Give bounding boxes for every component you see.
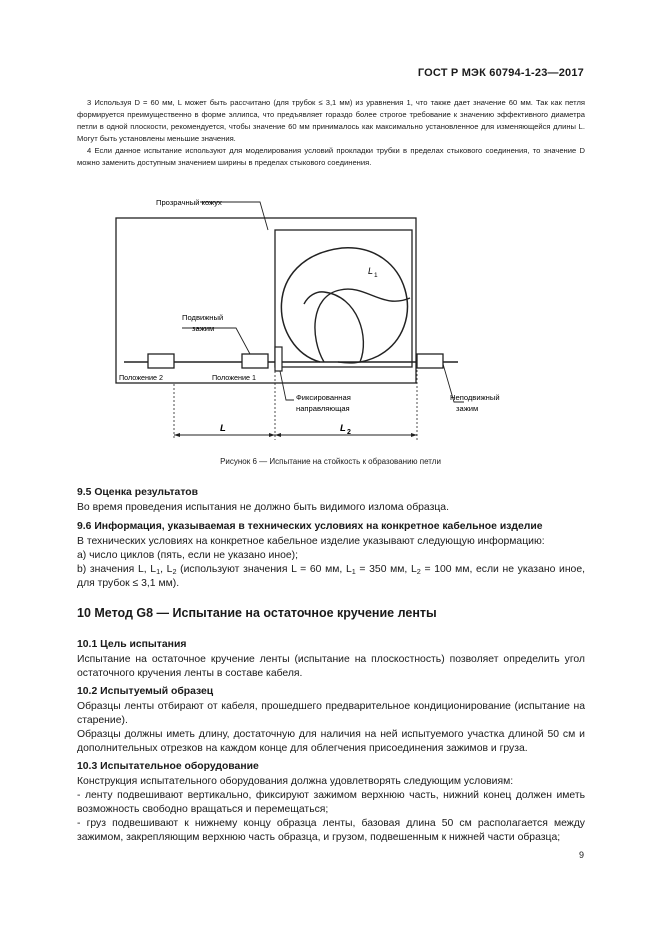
text-10-2-b: Образцы должны иметь длину, достаточную для наличия на ней испытуемого участка длиной 50 см и дополнительных отрезков на каждом конце для облегчения присоединения зажимов и груза. (77, 729, 585, 754)
figure-6 (110, 188, 540, 443)
heading-10-1: 10.1 Цель испытания (77, 639, 187, 650)
label-L1: L (368, 266, 374, 276)
text-9-6-item-a: а) число циклов (пять, если не указано иное); (77, 550, 298, 561)
heading-10-2: 10.2 Испытуемый образец (77, 686, 214, 697)
loop-test-diagram (110, 188, 540, 443)
note-3: 3 Используя D = 60 мм, L может быть рассчитано (для трубок ≤ 3,1 мм) из уравнения 1, что также дает значение 60 мм. Так как петля формируется преимущественно в форме эллипса, что предъявляет гораздо более строгое требование к значению эффективного диаметра петли в одной плоскости, рекомендуется, чтобы значение 60 мм принималось как максимально установленное для изменяющейся длины L. Могут быть установлены меньшие значения. (77, 98, 585, 143)
note-4: 4 Если данное испытание используют для моделирования условий прокладки трубки в пределах стыкового соединения, то значение D можно заменить доступным значением ширины в пределах стыкового соединения. (77, 146, 585, 167)
label-movable-clamp-1: Подвижный (182, 313, 224, 322)
label-fixed-guide-2: направляющая (296, 404, 350, 413)
label-position-2: Положение 2 (119, 373, 163, 382)
section-9-6 (77, 520, 585, 591)
notes-block (77, 97, 585, 169)
section-10-2 (77, 685, 585, 756)
page-number: 9 (578, 850, 584, 860)
label-transparent-sheath: Прозрачный кожух (156, 198, 222, 207)
text-10-3-intro: Конструкция испытательного оборудования должна удовлетворять следующим условиям: (77, 776, 514, 787)
loop-outer (281, 248, 407, 363)
figure-caption: Рисунок 6 — Испытание на стойкость к образованию петли (220, 457, 441, 466)
section-10-3 (77, 760, 585, 845)
label-movable-clamp-2: зажим (192, 324, 215, 333)
text-10-1: Испытание на остаточное кручение ленты (испытание на плоскостность) позволяет определить угол остаточного кручения ленты в составе кабеля. (77, 654, 585, 679)
position-2-clamp (148, 354, 174, 368)
text-10-2-a: Образцы ленты отбирают от кабеля, прошедшего предварительное кондиционирование (испытание на старение). (77, 701, 585, 726)
label-fixed-clamp-2: зажим (456, 404, 479, 413)
label-fixed-guide-1: Фиксированная (296, 393, 351, 402)
heading-9-6: 9.6 Информация, указываемая в технических условиях на конкретное кабельное изделие (77, 521, 543, 532)
label-L: L (220, 423, 226, 434)
heading-10: 10 Метод G8 — Испытание на остаточное кручение ленты (77, 606, 437, 620)
label-position-1: Положение 1 (212, 373, 256, 382)
fixed-guide (275, 347, 282, 371)
movable-clamp (242, 354, 268, 368)
document-header: ГОСТ Р МЭК 60794-1-23—2017 (417, 67, 584, 79)
label-L2: L (340, 423, 346, 434)
section-10-1 (77, 638, 585, 681)
loop-inner-2 (304, 292, 363, 362)
fixed-clamp (417, 354, 443, 368)
heading-9-5: 9.5 Оценка результатов (77, 487, 199, 498)
text-9-5: Во время проведения испытания не должно быть видимого излома образца. (77, 502, 449, 513)
section-9-5 (77, 486, 585, 515)
label-L1-sub: 1 (374, 272, 378, 279)
text-9-6-intro: В технических условиях на конкретное кабельное изделие указывают следующую информацию: (77, 536, 545, 547)
label-L2-sub: 2 (347, 429, 351, 436)
text-9-6-item-b: b) значения L, $L_1$, $L_2$ (используют значения L = 60 мм, $L_1 = 350$ мм, $L_2 = 100$ мм, если не указано иное, для трубок ≤ 3,1 мм). (77, 564, 586, 589)
text-10-3-item-1: - ленту подвешивают вертикально, фиксируют зажимом верхнюю часть, нижний конец должен иметь возможность свободно вращаться и перемещаться; (77, 790, 585, 815)
text-10-3-item-2: - груз подвешивают к нижнему концу образца ленты, базовая длина 50 см располагается между зажимом, закрепляющим верхнюю часть образца, и грузом, подвешенным к нижней части образца; (77, 818, 585, 843)
heading-10-3: 10.3 Испытательное оборудование (77, 761, 259, 772)
label-fixed-clamp-1: Неподвижный (450, 393, 500, 402)
